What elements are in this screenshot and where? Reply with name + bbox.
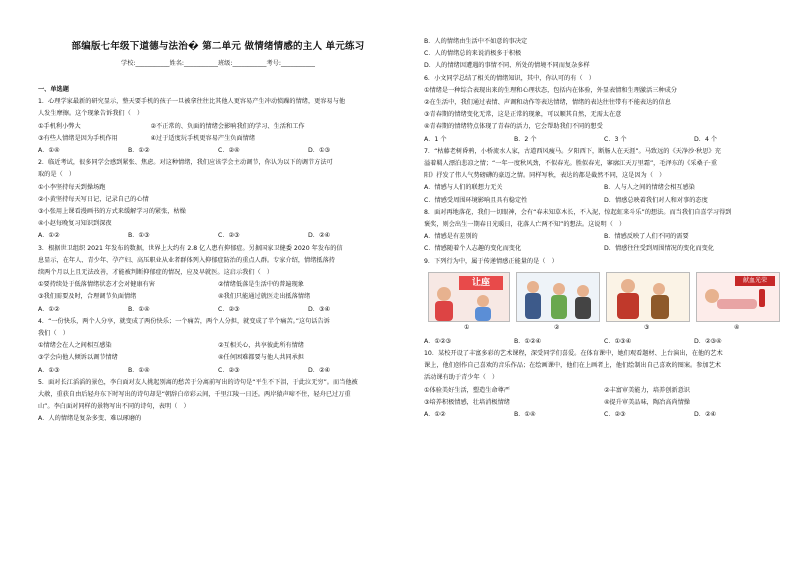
- statement: ②互相关心，共享彼此所有情绪: [218, 342, 304, 350]
- choice-d[interactable]: D．②④: [308, 232, 331, 240]
- choice-a[interactable]: A．①②③: [424, 337, 452, 345]
- choice-c[interactable]: C．②③: [604, 411, 626, 419]
- image-label: ②: [554, 323, 560, 331]
- left-column: [38, 84, 398, 426]
- image-label: ③: [644, 323, 650, 331]
- page-title: 部编版七年级下道德与法治� 第二单元 做情绪情感的主人 单元练习: [71, 41, 365, 52]
- choice-a[interactable]: A．①④: [38, 147, 60, 155]
- choice-a[interactable]: A．①②: [38, 232, 60, 240]
- question-4: 4．“一份快乐，两个人分享，就变成了两份快乐；一个痛苦，两个人分担，就变成了半个痛苦。”这句话告诉 我们（ ） ①情绪会在人之间相互感染 ②互相关心，共享彼此所有情绪 ③学会向他人倾诉以调节情绪 ④任何困难都要与他人共同承担 A．①③ B．①④ C．②③ D．②④: [38, 316, 398, 377]
- choice-d[interactable]: D．②④: [308, 366, 331, 374]
- image-label: ④: [734, 323, 740, 331]
- question-10: 10．某校开设了丰富多彩的艺术课程，深受同学们喜爱。在体育课中，她们观看题材、上台演出，在他的艺术 课上，他们创作自己喜欢的音乐作品；在绘画课中，他们在上画者上，他们绘制出自己喜欢的图案。参加艺术 活动课有助于青少年（ ） ①体验美好生活，塑造生命尊严 ②丰富审美能力，培养创新意识 ③培养积极情感，壮培消极情绪 ④提升审美品味，陶冶高尚情操 A．①② B．①④ C．②③ D．②④: [424, 348, 784, 421]
- donation-sign: 献血光荣: [735, 276, 775, 286]
- statement: ①情绪是一种综合表现出来的生理和心理状态，包括内在体验，外显表情和生理激活三种成分: [424, 86, 678, 94]
- choice-c[interactable]: C．②③: [218, 232, 240, 240]
- statement: ④提升审美品味，陶冶高尚情操: [604, 398, 690, 406]
- statement: ②在生活中，我们通过表情、声调和动作等表达情绪，情绪的表达往往带有不能表达的信息: [424, 99, 671, 107]
- choice-c[interactable]: C．②③: [218, 366, 240, 374]
- statement: ④青春期的情绪特点体现了青春的活力，它会帮助我们不同的想受: [424, 123, 603, 131]
- choice-b[interactable]: B．2 个: [514, 135, 537, 143]
- statement: ③青春期的情绪变化无常，这是正常的现象，可以顺其自然，无需太在意: [424, 111, 622, 119]
- choice-d[interactable]: D．①③: [308, 147, 331, 155]
- statement: ④过于适度玩手机更容易产生负面情绪: [150, 134, 256, 142]
- choice-a[interactable]: A．1 个: [424, 135, 447, 143]
- question-1: 1．心理学家最新的研究显示，整天要手机的孩子一旦被拿往往比其他人更容易产生冲动愤躁的情绪，更容易与他 人发生摩擦。这个现象告诉我们（ ） ①手机利小弊大 ②不正常的、负面的情绪会影响我们的学习、生活和工作 ③有些人情绪是因为手机作用 ④过于适度玩手机更容易产生负面情绪 A．①④ B．①② C．②④ D．①③: [38, 96, 398, 157]
- image-label: ①: [464, 323, 470, 331]
- choice-c[interactable]: C．3 个: [604, 135, 627, 143]
- statement: ②不正常的、负面的情绪会影响我们的学习、生活和工作: [150, 122, 305, 130]
- statement: ③培养积极情感，壮培消极情绪: [424, 398, 510, 406]
- question-7: 7．“枯藤老树昏鸦，小桥流水人家，古道西风瘦马。夕阳西下，断肠人在天涯”。马致远的《天净沙·秋思》充 溢着羁人漂泊悲凉之情；“一年一度秋风劲，不似春光。胜似春光，寥廓江天万里霜”，毛泽东的《采桑子·重 阳》抒发了伟人气势磅礴的豪迈之情。同样写秋，表达的都是截然不同，这是因为（ ） A．情感与人们的联想力无关 B．人与人之间的情绪会相互感染 C．情感受周围环境影响且具有稳定性 D．情感总映着我们对人和对事的态度: [424, 146, 784, 207]
- statement: ④任何困难都要与他人共同承担: [218, 354, 304, 362]
- statement: ①要持续处于低落情绪状态才会对健康有害: [38, 281, 155, 289]
- statement: ③小张用上课看漫画书的方式来缓解学习的紧张，枯燥: [38, 208, 186, 216]
- choice-b[interactable]: B．①②: [128, 147, 150, 155]
- choice-d[interactable]: D．情感总映着我们对人和对事的态度: [604, 196, 708, 204]
- right-column: [424, 36, 784, 421]
- choice-b[interactable]: B．情感反映了人们不同的需要: [604, 233, 689, 241]
- choice-b[interactable]: B．①④: [514, 411, 536, 419]
- choice-d[interactable]: D．②④: [694, 411, 717, 419]
- choice-a[interactable]: A．情感是有差别的: [424, 233, 478, 241]
- statement: ③我们需要及时，合理调节负面情绪: [38, 293, 137, 301]
- student-info-line: 学校:___________姓名:___________班级:___________考号:___________: [121, 60, 315, 67]
- illustration-blood-donation: [696, 272, 780, 322]
- choice-c[interactable]: C．人的情绪总的来说消极多于积极: [424, 50, 522, 58]
- choice-b[interactable]: B．①④: [128, 305, 150, 313]
- choice-a[interactable]: A．①③: [38, 366, 60, 374]
- choice-a[interactable]: A．①②: [38, 305, 60, 313]
- statement: ①手机利小弊大: [38, 122, 81, 130]
- choice-a[interactable]: A．情感与人们的联想力无关: [424, 184, 503, 192]
- statement: ①情绪会在人之间相互感染: [38, 342, 112, 350]
- choice-d[interactable]: D．4 个: [694, 135, 718, 143]
- choice-b[interactable]: B．人与人之间的情绪会相互感染: [604, 184, 695, 192]
- question-3: 3．根据世卫组织 2021 年发布的数据，世界上大约有 2.8 亿人患有抑郁症。另据国家卫健委 2020 年发布的信 息显示，在年人、青少年、孕产妇、高压职业从业者群体列入抑郁症防治的重点人群。专家介绍，情绪抵落持 续两个月以上且无法改善，才能被判断抑郁症的情况，应及早就医。这启示我们（ ） ①要持续处于低落情绪状态才会对健康有害 ②情绪低落是生活中的普遍现象 ③我们需要及时，合理调节负面情绪 ④我们只能通过就医走出抵落情绪 A．①② B．①④ C．②③ D．③④: [38, 243, 398, 316]
- statement: ①体验美好生活，塑造生命尊严: [424, 386, 510, 394]
- question-5: 5．面对长江滔滔的景色，李白面对友人挑起别离的愁苦于分离前写出的诗句是“平生不下泪，于此泣无穷”。而当他被 大赦，重获自由后轻舟东下时写出的诗句却是“朝辞白帝彩云间，千里江陵一日还。两岸猿声啼不住，轻舟已过万重 山”。李白面对同样的景物写出不同的诗句，表明（ ） A．人的情绪是复杂多变、难以琢磨的: [38, 377, 398, 426]
- choice-b[interactable]: B．①③: [128, 232, 150, 240]
- illustration-three: [606, 272, 690, 322]
- statement: ③有些人情绪是因为手机作用: [38, 134, 118, 142]
- statement: ②小黄坚持每天写日记，记录自己的心情: [38, 195, 149, 203]
- statement: ④我们只能通过就医走出抵落情绪: [218, 293, 311, 301]
- illustration-seat-giving: [428, 272, 510, 322]
- statement: ③学会向他人倾诉以调节情绪: [38, 354, 118, 362]
- choice-c[interactable]: C．情感受周围环境影响且具有稳定性: [424, 196, 528, 204]
- section-heading: 一、单选题: [38, 86, 69, 93]
- statement: ④小赵每晚复习知识到深夜: [38, 220, 112, 228]
- question-8: 8．面对再地落花，我们一切眼神，会有“春未知草木长，不入泥，惊起虹来斗乐”的想法。而当我们自喜学习得到 褒奖，则会出生一期春日光暖日，花落人亡两不知”的想法。这说明（ ） A．情感是有差别的 B．情感反映了人们不同的需要 C．情感随着个人志趣的变化而变化 D．情感往往受到周围情况的变化而变化: [424, 207, 784, 256]
- choice-b[interactable]: B．①④: [128, 366, 150, 374]
- choice-d[interactable]: D．②③④: [694, 337, 722, 345]
- choice-c[interactable]: C．②④: [218, 147, 240, 155]
- choice-d[interactable]: D．③④: [308, 305, 331, 313]
- question-6: 6．小文同学总结了相关的情绪知识，其中，你认可的有（ ） ①情绪是一种综合表现出来的生理和心理状态，包括内在体验，外显表情和生理激活三种成分 ②在生活中，我们通过表情、声调和动作等表达情绪，情绪的表达往往带有不能表达的信息 ③青春期的情绪变化无常，这是正常的现象，可以顺其自然，无需太在意 ④青春期的情绪特点体现了青春的活力，它会帮助我们不同的想受 A．1 个 B．2 个 C．3 个 D．4 个: [424, 73, 784, 146]
- choice-a[interactable]: A．人的情绪是复杂多变、难以琢磨的: [38, 415, 142, 423]
- choice-a[interactable]: A．①②: [424, 411, 446, 419]
- choice-d[interactable]: D．人的情绪因遭遇的事情不同、所处的情境不同而复杂多样: [424, 62, 590, 70]
- choice-c[interactable]: C．①③④: [604, 337, 632, 345]
- seat-sign: 让座: [459, 276, 503, 290]
- illustration-two: [516, 272, 600, 322]
- statement: ②丰富审美能力，培养创新意识: [604, 386, 690, 394]
- choice-b[interactable]: B．人的情绪由生活中不如意的事决定: [424, 38, 528, 45]
- question-9: 9．下列行为中，属于传递情感正能量的是（ ） 让座 献血光荣 ① ② ③ ④ A．①②③ B．①②④ C．①③④ D．②③④: [424, 256, 784, 348]
- statement: ②情绪低落是生活中的普遍现象: [218, 281, 304, 289]
- statement: ①小李坚持每天到操场跑: [38, 183, 106, 191]
- choice-d[interactable]: D．情感往往受到周围情况的变化而变化: [604, 245, 714, 253]
- illustration-strip: [424, 272, 784, 334]
- question-5-continued: [424, 36, 784, 73]
- question-2: 2．临近考试，很多同学会感到紧张、焦虑。对这种情绪，我们应该学会主动调节，你认为以下的调节方法可 取的是（ ） ①小李坚持每天到操场跑 ②小黄坚持每天写日记，记录自己的心情 ③小张用上课看漫画书的方式来缓解学习的紧张，枯燥 ④小赵每晚复习知识到深夜 A．①② B．①③ C．②③ D．②④: [38, 157, 398, 242]
- choice-c[interactable]: C．情感随着个人志趣的变化而变化: [424, 245, 522, 253]
- choice-c[interactable]: C．②③: [218, 305, 240, 313]
- choice-b[interactable]: B．①②④: [514, 337, 542, 345]
